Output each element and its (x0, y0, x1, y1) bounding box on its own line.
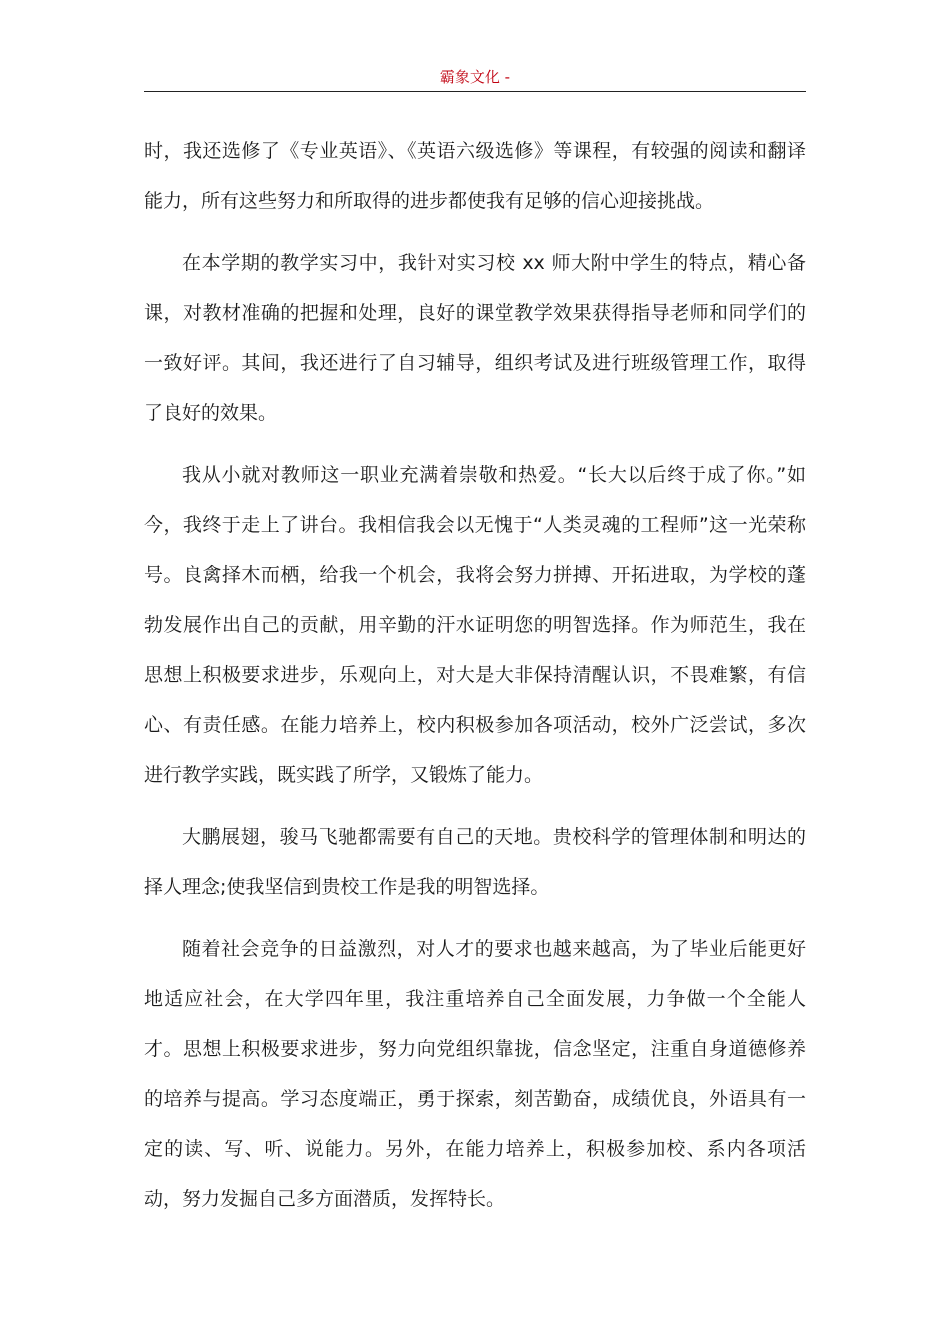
header-title: 霸象文化 - (439, 68, 511, 86)
page-header (144, 66, 806, 92)
paragraph-school-choice: 大鹏展翅，骏马飞驰都需要有自己的天地。贵校科学的管理体制和明达的择人理念;使我坚信到贵校工作是我的明智选择。 (144, 826, 806, 898)
paragraph-teaching-practice: 在本学期的教学实习中，我针对实习校 xx 师大附中学生的特点，精心备课，对教材准确的把握和处理，良好的课堂教学效果获得指导老师和同学们的一致好评。其间，我还进行了自习辅导，组织考试及进行班级管理工作，取得了良好的效果。 (144, 252, 806, 424)
paragraph-continuation: 时，我还选修了《专业英语》、《英语六级选修》等课程，有较强的阅读和翻译能力，所有这些努力和所取得的进步都使我有足够的信心迎接挑战。 (144, 140, 806, 212)
paragraph-teaching-passion: 我从小就对教师这一职业充满着崇敬和热爱。“长大以后终于成了你。”如今，我终于走上了讲台。我相信我会以无愧于“人类灵魂的工程师”这一光荣称号。良禽择木而栖，给我一个机会，我将会努力拼搏、开拓进取，为学校的蓬勃发展作出自己的贡献，用辛勤的汗水证明您的明智选择。作为师范生，我在思想上积极要求进步，乐观向上，对大是大非保持清醒认识，不畏难繁，有信心、有责任感。在能力培养上，校内积极参加各项活动，校外广泛尝试，多次进行教学实践，既实践了所学，又锻炼了能力。 (144, 464, 806, 786)
document-body (144, 126, 806, 1236)
paragraph-self-development: 随着社会竞争的日益激烈，对人才的要求也越来越高，为了毕业后能更好地适应社会，在大学四年里，我注重培养自己全面发展，力争做一个全能人才。思想上积极要求进步，努力向党组织靠拢，信念坚定，注重自身道德修养的培养与提高。学习态度端正，勇于探索，刻苦勤奋，成绩优良，外语具有一定的读、写、听、说能力。另外，在能力培养上，积极参加校、系内各项活动，努力发掘自己多方面潜质，发挥特长。 (144, 938, 806, 1210)
